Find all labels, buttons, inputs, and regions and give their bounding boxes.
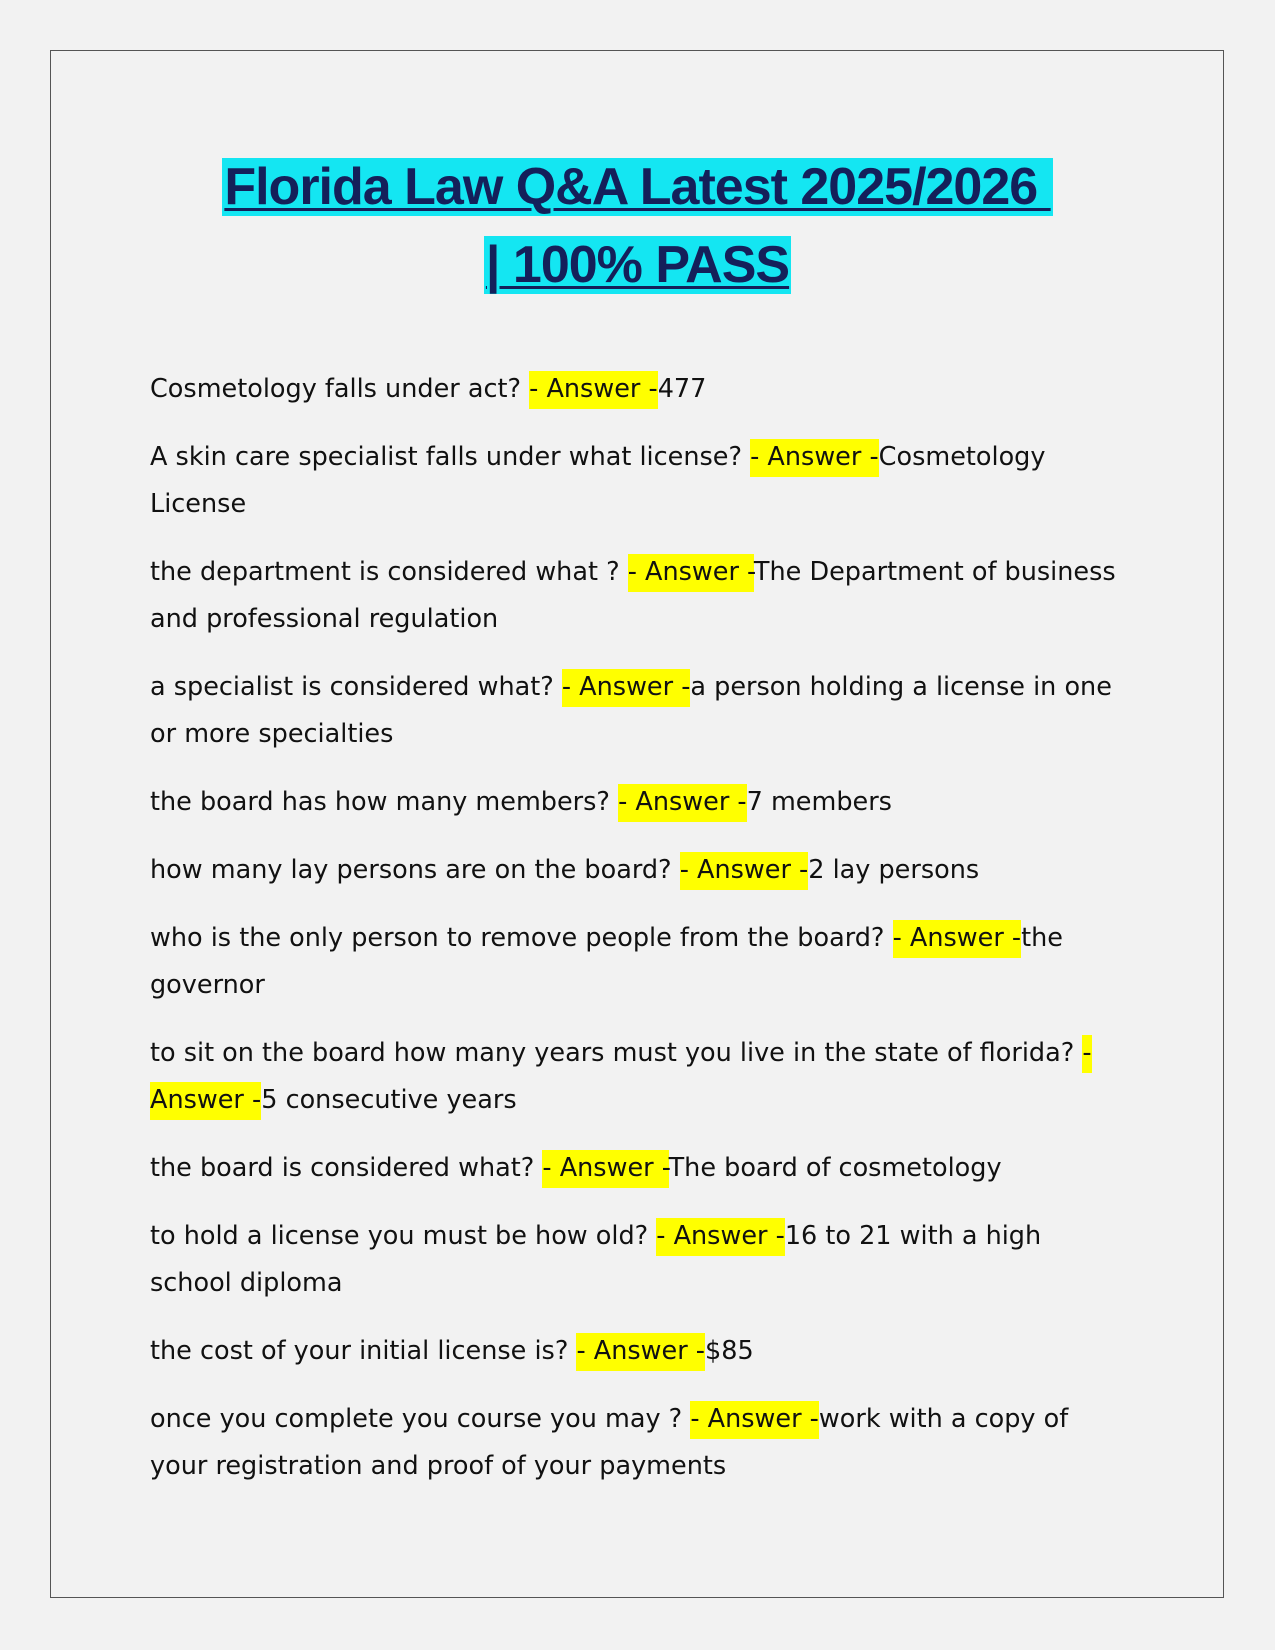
answer-label: - Answer - bbox=[618, 784, 747, 822]
answer-text: 7 members bbox=[746, 787, 892, 817]
qa-item bbox=[150, 434, 1130, 528]
question-text: who is the only person to remove people from the board? bbox=[150, 923, 893, 953]
qa-item bbox=[150, 664, 1130, 758]
answer-text: The Department of business and professional regulation bbox=[150, 557, 1116, 634]
question-text: to hold a license you must be how old? bbox=[150, 1221, 657, 1251]
answer-text: The board of cosmetology bbox=[668, 1153, 1002, 1183]
question-text: the board has how many members? bbox=[150, 787, 619, 817]
qa-item bbox=[150, 847, 1130, 894]
qa-item bbox=[150, 549, 1130, 643]
question-text: once you complete you course you may ? bbox=[150, 1404, 691, 1434]
title-line-2: | 100% PASS bbox=[485, 236, 790, 294]
question-text: to sit on the board how many years must you live in the state of florida? bbox=[150, 1038, 1083, 1068]
qa-list bbox=[150, 366, 1130, 1511]
answer-label: - Answer - bbox=[680, 852, 809, 890]
answer-label: - Answer - bbox=[750, 439, 879, 477]
answer-label: - Answer - bbox=[150, 1035, 1092, 1120]
qa-item bbox=[150, 366, 1130, 413]
answer-text: 2 lay persons bbox=[808, 855, 980, 885]
answer-text: 16 to 21 with a high school diploma bbox=[150, 1221, 1042, 1298]
answer-text: a person holding a license in one or more specialties bbox=[150, 672, 1112, 749]
answer-label: - Answer - bbox=[656, 1218, 785, 1256]
answer-text: 5 consecutive years bbox=[261, 1085, 517, 1115]
document-title bbox=[150, 148, 1125, 304]
answer-label: - Answer - bbox=[562, 669, 691, 707]
answer-label: - Answer - bbox=[690, 1401, 819, 1439]
question-text: Cosmetology falls under act? bbox=[150, 374, 530, 404]
qa-item bbox=[150, 779, 1130, 826]
answer-label: - Answer - bbox=[893, 920, 1022, 958]
qa-item bbox=[150, 1328, 1130, 1375]
question-text: a specialist is considered what? bbox=[150, 672, 562, 702]
qa-item bbox=[150, 1396, 1130, 1490]
question-text: the board is considered what? bbox=[150, 1153, 543, 1183]
question-text: the department is considered what ? bbox=[150, 557, 628, 587]
question-text: how many lay persons are on the board? bbox=[150, 855, 680, 885]
answer-text: work with a copy of your registration and proof of your payments bbox=[150, 1404, 1069, 1481]
title-line-1: Florida Law Q&A Latest 2025/2026 bbox=[224, 158, 1051, 216]
answer-label: - Answer - bbox=[576, 1333, 705, 1371]
question-text: the cost of your initial license is? bbox=[150, 1336, 577, 1366]
answer-text: Cosmetology License bbox=[150, 442, 1046, 519]
qa-item bbox=[150, 1213, 1130, 1307]
qa-item bbox=[150, 915, 1130, 1009]
answer-label: - Answer - bbox=[628, 554, 754, 592]
qa-item bbox=[150, 1145, 1130, 1192]
qa-item bbox=[150, 1030, 1130, 1124]
answer-label: - Answer - bbox=[542, 1150, 668, 1188]
answer-label: - Answer - bbox=[529, 371, 658, 409]
answer-text: $85 bbox=[705, 1336, 754, 1366]
answer-text: 477 bbox=[657, 374, 707, 404]
question-text: A skin care specialist falls under what license? bbox=[150, 442, 751, 472]
answer-text: the governor bbox=[150, 923, 1063, 1000]
